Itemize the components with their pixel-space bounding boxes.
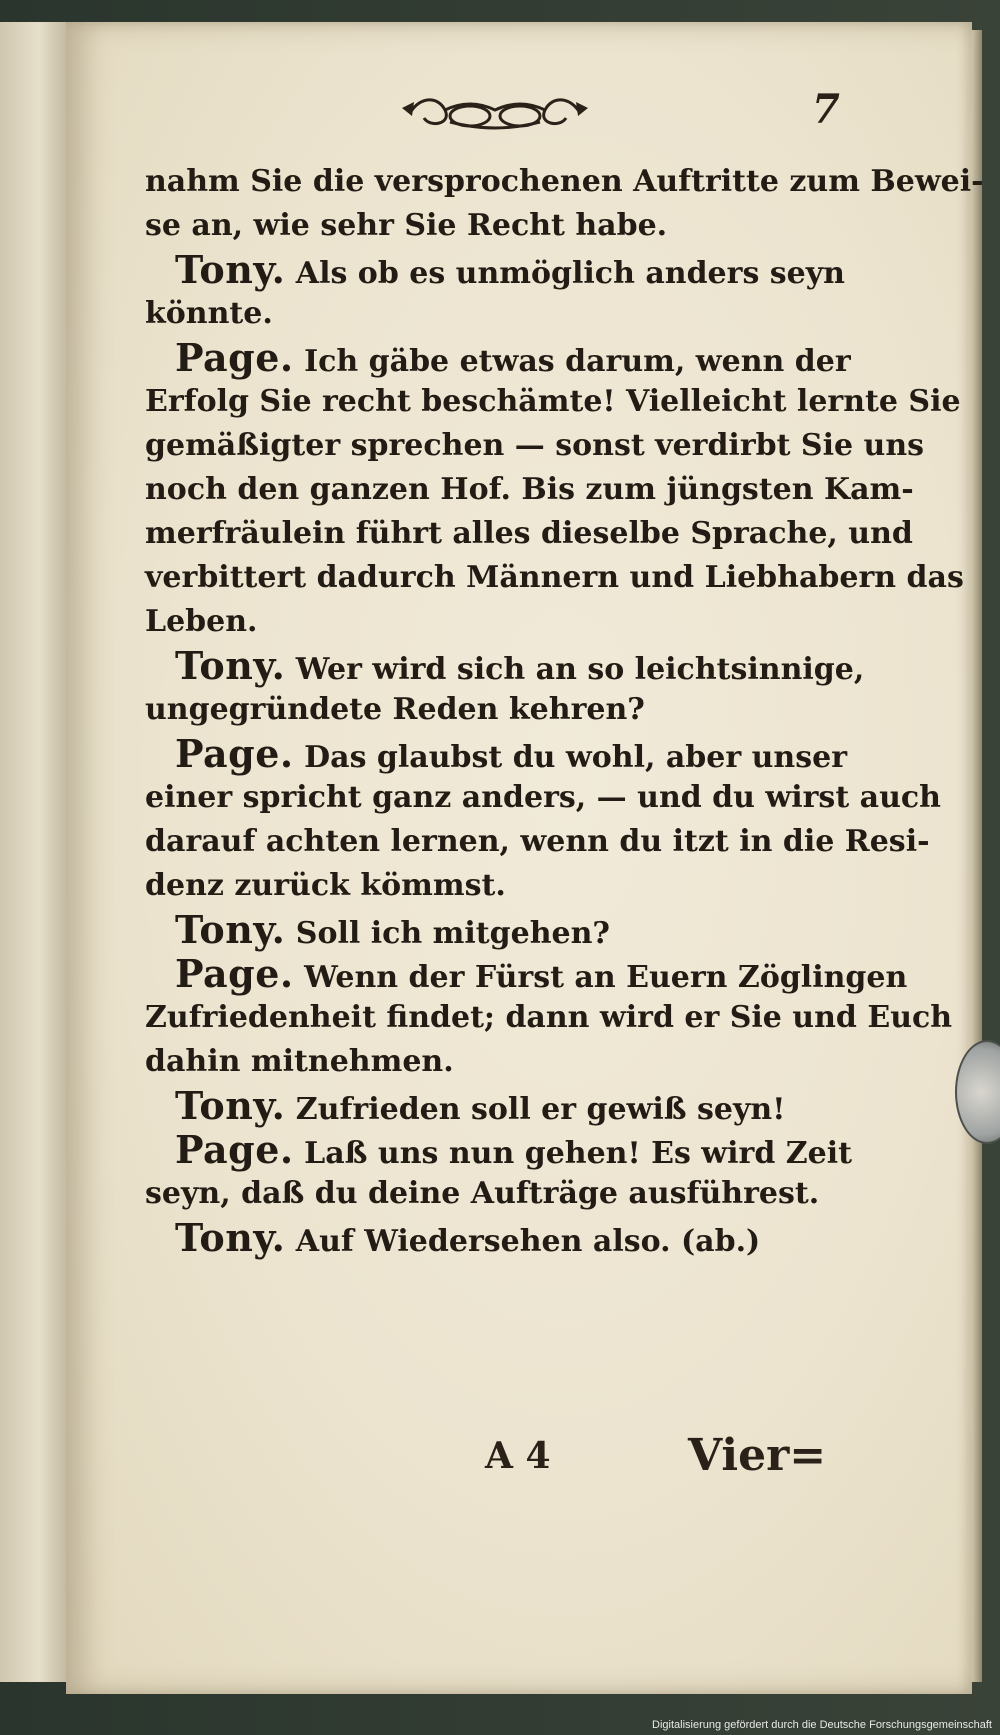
signature-mark: A 4 bbox=[485, 1435, 551, 1477]
speaker-name: Page. bbox=[175, 731, 294, 776]
dialogue-text bbox=[145, 160, 984, 1260]
line-text: Soll ich mitgehen? bbox=[295, 916, 610, 951]
text-line bbox=[145, 292, 845, 336]
line-text: Wer wird sich an so leichtsinnige, bbox=[295, 652, 865, 687]
text-line bbox=[145, 600, 845, 644]
line-text: Als ob es unmöglich anders seyn bbox=[295, 256, 845, 291]
page-number: 7 bbox=[812, 86, 840, 133]
text-line bbox=[145, 556, 964, 600]
text-line bbox=[145, 776, 941, 820]
text-line bbox=[145, 1172, 845, 1216]
speaker-line bbox=[145, 951, 908, 996]
text-line bbox=[145, 688, 845, 732]
line-text: Laß uns nun gehen! Es wird Zeit bbox=[304, 1136, 852, 1171]
speaker-name: Page. bbox=[175, 335, 294, 380]
line-text: nahm Sie die versprochenen Auftritte zum Bewei- bbox=[145, 164, 984, 199]
line-text: Leben. bbox=[145, 604, 258, 639]
line-text: dahin mitnehmen. bbox=[145, 1044, 454, 1079]
line-text: seyn, daß du deine Aufträge ausführest. bbox=[145, 1176, 820, 1211]
header-ornament bbox=[400, 88, 590, 138]
speaker-name: Page. bbox=[175, 951, 294, 996]
speaker-line bbox=[145, 731, 848, 776]
speaker-line bbox=[145, 335, 851, 380]
text-line bbox=[145, 380, 961, 424]
line-text: könnte. bbox=[145, 296, 273, 331]
speaker-name: Page. bbox=[175, 1127, 294, 1172]
line-text: einer spricht ganz anders, — und du wirst auch bbox=[145, 780, 941, 815]
text-line bbox=[145, 996, 953, 1040]
left-page-edge bbox=[0, 22, 72, 1682]
speaker-name: Tony. bbox=[175, 247, 286, 292]
text-line bbox=[145, 512, 913, 556]
line-text: verbittert dadurch Männern und Liebhabern das bbox=[145, 560, 964, 595]
speaker-line bbox=[145, 908, 845, 952]
line-text: darauf achten lernen, wenn du itzt in die Resi- bbox=[145, 824, 930, 859]
line-text: Ich gäbe etwas darum, wenn der bbox=[304, 344, 851, 379]
text-line bbox=[145, 864, 845, 908]
line-text: Erfolg Sie recht beschämte! Vielleicht lernte Sie bbox=[145, 384, 961, 419]
line-text: ungegründete Reden kehren? bbox=[145, 692, 645, 727]
text-line bbox=[145, 468, 914, 512]
speaker-name: Tony. bbox=[175, 907, 286, 952]
line-text: denz zurück kömmst. bbox=[145, 868, 506, 903]
speaker-line bbox=[145, 248, 845, 292]
speaker-line bbox=[145, 1216, 845, 1260]
line-text: Das glaubst du wohl, aber unser bbox=[304, 740, 848, 775]
text-line bbox=[145, 160, 984, 204]
line-text: Zufrieden soll er gewiß seyn! bbox=[295, 1092, 786, 1127]
line-text: Wenn der Fürst an Euern Zöglingen bbox=[304, 960, 908, 995]
right-page-edge bbox=[972, 30, 982, 1682]
line-text: merfräulein führt alles dieselbe Sprache, und bbox=[145, 516, 913, 551]
digitization-credit: Digitalisierung gefördert durch die Deutsche Forschungsgemeinschaft bbox=[652, 1719, 992, 1731]
line-text: Zufriedenheit findet; dann wird er Sie und Euch bbox=[145, 1000, 953, 1035]
catchword: Vier= bbox=[688, 1430, 827, 1481]
line-text: se an, wie sehr Sie Recht habe. bbox=[145, 208, 668, 243]
text-line bbox=[145, 1040, 845, 1084]
speaker-line bbox=[145, 643, 865, 688]
speaker-name: Tony. bbox=[175, 1215, 286, 1260]
line-text: noch den ganzen Hof. Bis zum jüngsten Kam- bbox=[145, 472, 914, 507]
line-text: gemäßigter sprechen — sonst verdirbt Sie uns bbox=[145, 428, 925, 463]
speaker-name: Tony. bbox=[175, 643, 286, 688]
text-line bbox=[145, 204, 845, 248]
text-line bbox=[145, 820, 930, 864]
show-through-text bbox=[165, 1115, 865, 1159]
text-line bbox=[145, 424, 925, 468]
line-text: Auf Wiedersehen also. (ab.) bbox=[295, 1224, 761, 1259]
speaker-name: Tony. bbox=[175, 1083, 286, 1128]
